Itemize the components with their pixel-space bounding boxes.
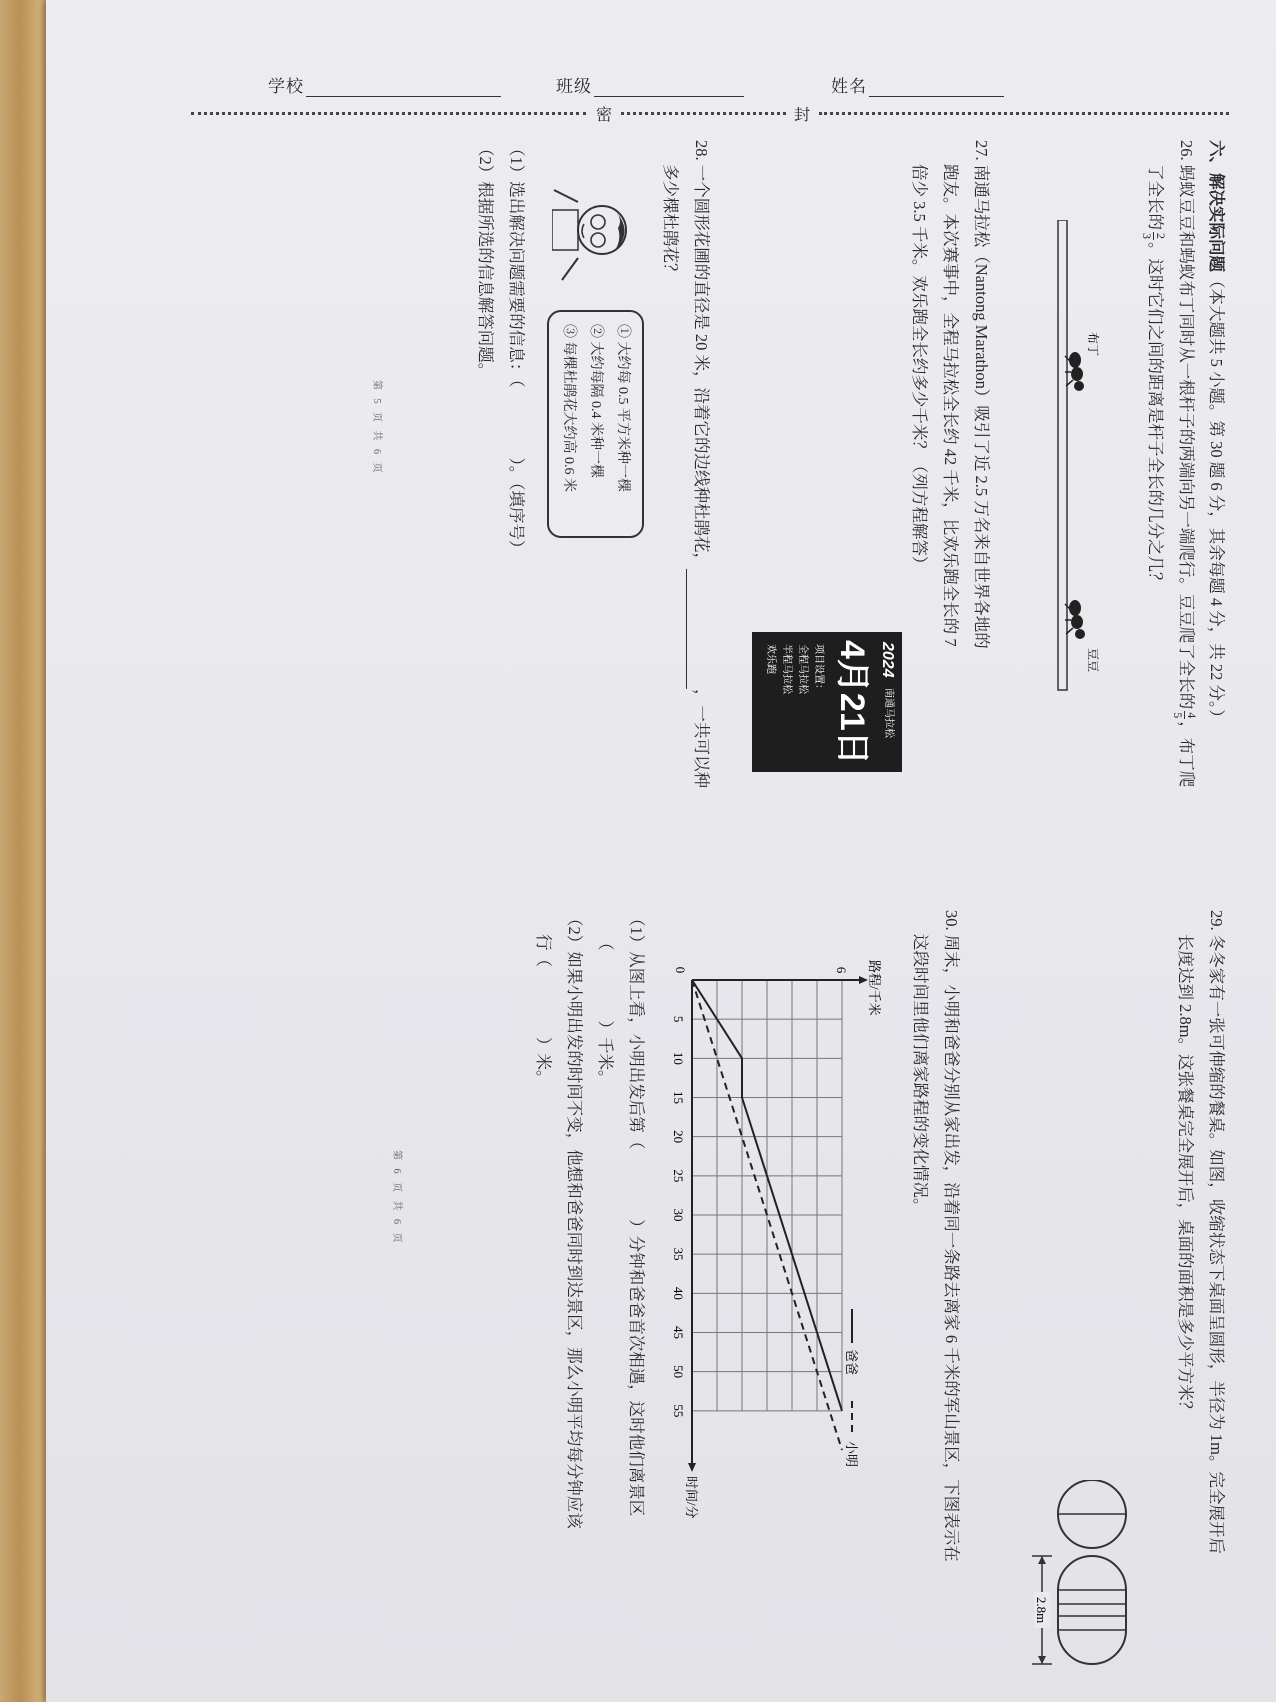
class-blank[interactable]: [594, 78, 744, 97]
school-field: [268, 72, 501, 97]
x-tick-label: 35: [671, 1247, 686, 1261]
q30-line-2: 这段时间里他们离家路程的变化情况。: [911, 934, 930, 1215]
label-buding: 布丁: [1086, 332, 1100, 357]
poster-date: 4月21日: [833, 640, 871, 765]
seal-dots-1: [191, 112, 586, 115]
dim-label: 2.8m: [1034, 1596, 1049, 1624]
x-tick-label: 55: [671, 1404, 686, 1418]
q30-sub2c: ）米。: [534, 1037, 553, 1087]
q28-info-box: [547, 310, 644, 538]
q26-frac-two-thirds: [1140, 232, 1167, 240]
q28-line-1b: ，一共可以种: [692, 689, 711, 788]
x-axis-arrow: [688, 1463, 696, 1472]
q28-line-2: 多少棵杜鹃花？: [661, 164, 680, 280]
poster-item: 半程马拉松: [781, 644, 792, 694]
school-label: 学校: [268, 77, 304, 96]
chart-legend: [844, 1309, 859, 1467]
poster-item: 欢乐跑: [765, 644, 776, 674]
q28-subquestions: [470, 140, 532, 900]
exam-paper: [46, 0, 1276, 1702]
q29-number: 29.: [1207, 910, 1226, 931]
frac-den: 3: [1140, 233, 1155, 239]
legend-label: 小明: [844, 1441, 859, 1468]
seal-feng: 封: [794, 107, 811, 124]
q26-text-2a: 了全长的: [1146, 164, 1165, 230]
x-axis-label: 时间/分: [684, 1476, 699, 1519]
question-29: [1170, 910, 1232, 1650]
class-label: 班级: [556, 77, 592, 96]
seal-line: [191, 104, 1276, 124]
q29-line-1: 冬冬家有一张可伸缩的餐桌。如图，收缩状态下桌面呈圆形，半径为 1m。完全展开后: [1207, 934, 1226, 1554]
extended-table-icon: [1058, 1556, 1126, 1664]
q30-number: 30.: [942, 910, 961, 931]
section-title: 六、解决实际问题: [1207, 140, 1226, 272]
round-table-icon: [1058, 1480, 1126, 1548]
q30-subquestions: [528, 910, 652, 1650]
x-tick-label: 15: [671, 1091, 686, 1104]
page-mark-left: 第 5 页 共 6 页: [371, 380, 382, 476]
name-label: 姓名: [831, 77, 867, 96]
x-tick-label: 20: [671, 1130, 686, 1144]
chart-ticks: [671, 960, 882, 1519]
poster-item: 项目设置：: [813, 644, 824, 694]
x-tick-label: 25: [671, 1169, 686, 1183]
frac-num: 4: [1185, 712, 1200, 719]
question-28: [655, 140, 717, 900]
section-header: [1201, 140, 1232, 900]
q30-sub2b: 行（: [534, 934, 553, 967]
q29-table-figure: [982, 1480, 1142, 1670]
x-tick-label: 50: [671, 1365, 686, 1379]
poster-year: 2024: [879, 642, 896, 678]
q26-text-1a: 蚂蚁豆豆和蚂蚁布丁同时从一根杆子的两端向另一端爬行。豆豆爬了全长的: [1177, 164, 1196, 710]
cartoon-boy-icon: [552, 180, 642, 290]
q30-sub1b: ）分钟和爸爸首次相遇，这时他们离景区: [627, 1219, 646, 1517]
q30-sub1a: （1）从图上看，小明出发后第（: [627, 910, 646, 1150]
school-blank[interactable]: [306, 78, 501, 97]
q26-text-1b: ，布丁爬: [1177, 721, 1196, 788]
chart-grid: [692, 980, 842, 1411]
q30-sub2a: （2）如果小明出发的时间不变，他想和爸爸同时到达景区，那么小明平均每分钟应该: [565, 910, 584, 1529]
q28-number: 28.: [692, 140, 711, 161]
q26-text-2b: 。这时它们之间的距离是杆子全长的几分之几？: [1146, 242, 1165, 589]
q28-line-1a: 一个圆形花圃的直径是 20 米，沿着它的边线种杜鹃花，: [692, 164, 711, 569]
q27-line-1: 南通马拉松（Nantong Marathon）吸引了近 2.5 万名来自世界各地的: [972, 164, 991, 649]
hint-3: ③ 每棵杜鹃花大约高 0.6 米: [561, 324, 576, 492]
legend-label: 爸爸: [844, 1349, 859, 1376]
hint-2: ② 大约每隔 0.4 米种一棵: [588, 324, 603, 478]
x-tick-label: 10: [671, 1051, 686, 1065]
seal-mi: 密: [596, 107, 613, 124]
poster-sub: 南通马拉松: [883, 688, 894, 738]
class-field: [556, 72, 744, 97]
hint-1: ① 大约每 0.5 平方米种一棵: [615, 324, 630, 492]
q27-number: 27.: [972, 140, 991, 161]
seal-dots-3: [819, 112, 1229, 115]
question-27: [904, 140, 997, 800]
y-axis-label: 路程/千米: [867, 960, 882, 1016]
question-30: [905, 910, 967, 1650]
poster-items: [762, 644, 826, 694]
q29-line-2: 长度达到 2.8m。这张餐桌完全展开后，桌面的面积是多少平方米？: [1176, 934, 1195, 1418]
q30-sub1c: （: [596, 934, 615, 951]
q30-line-1: 周末，小明和爸爸分别从家出发，沿着同一条路去离家 6 千米的军山景区，下图表示在: [942, 934, 961, 1562]
section-note: （本大题共 5 小题。第 30 题 6 分，其余每题 4 分，共 22 分。）: [1207, 272, 1226, 726]
label-doudou: 豆豆: [1086, 648, 1100, 673]
rotated-content: [352, 140, 1232, 1660]
page-mark-right: 第 6 页 共 6 页: [391, 1150, 402, 1246]
x-tick-label: 45: [671, 1326, 686, 1339]
q27-line-2: 跑友。本次赛事中，全程马拉松全长约 42 千米，比欢乐跑全长的 7: [941, 164, 960, 647]
name-blank[interactable]: [869, 78, 1004, 97]
ant-buding-icon: [1065, 352, 1084, 391]
name-field: [831, 72, 1004, 97]
q28-sub1a: （1）选出解决问题需要的信息：（: [507, 140, 526, 388]
frac-den: 5: [1171, 712, 1186, 719]
q26-number: 26.: [1177, 140, 1196, 161]
y-tick-label: 6: [834, 966, 849, 974]
frac-num: 2: [1154, 233, 1169, 239]
q28-sub1b: ）。（填序号）: [507, 457, 526, 557]
x-tick-label: 30: [671, 1208, 686, 1222]
q28-answer-blank[interactable]: [686, 569, 703, 689]
q26-frac-four-fifths: [1171, 711, 1198, 719]
question-26: [1140, 140, 1202, 900]
q26-pole-figure: [1027, 220, 1137, 720]
q30-distance-time-chart: [667, 920, 882, 1640]
origin-label: 0: [673, 966, 688, 974]
x-tick-label: 5: [671, 1015, 686, 1023]
marathon-poster: [752, 632, 902, 772]
x-tick-label: 40: [671, 1286, 686, 1300]
q30-sub1d: ）千米。: [596, 1020, 615, 1087]
q27-line-3: 倍少 3.5 千米。欢乐跑全长约多少千米？（列方程解答）: [910, 164, 929, 573]
q28-sub2: （2）根据所选的信息解答问题。: [476, 140, 495, 380]
seal-dots-2: [621, 112, 786, 115]
ant-doudou-icon: [1065, 600, 1085, 639]
poster-item: 全程马拉松: [797, 644, 808, 694]
